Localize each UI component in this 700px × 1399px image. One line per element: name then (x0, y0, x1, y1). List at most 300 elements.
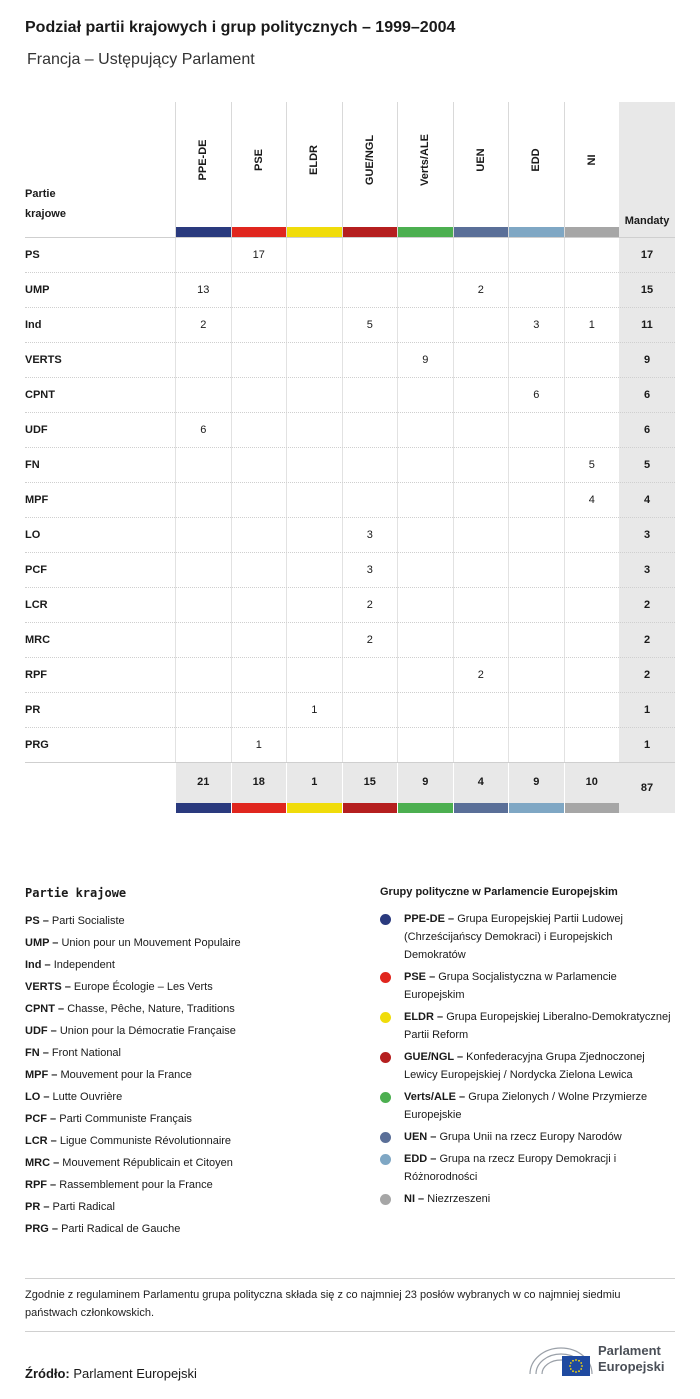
seat-count-cell (342, 693, 398, 728)
seat-count-cell (564, 238, 620, 273)
seat-count-cell (453, 588, 509, 623)
seat-count-cell: 2 (175, 308, 231, 343)
group-header-label: PPE-DE (197, 139, 210, 181)
group-color-bar (343, 227, 398, 237)
seat-count-cell (397, 553, 453, 588)
seat-count-cell: 9 (397, 343, 453, 378)
seat-count-cell: 6 (175, 413, 231, 448)
source-line (25, 1366, 197, 1381)
group-column-header (508, 102, 564, 237)
seat-count-cell (564, 588, 620, 623)
party-header-line-1: Partie (25, 188, 56, 200)
group-legend-item (380, 1128, 675, 1146)
group-header-label: Verts/ALE (419, 134, 432, 186)
seat-count-cell: 6 (508, 378, 564, 413)
seat-count-cell (175, 448, 231, 483)
party-name: PRG (25, 739, 49, 751)
group-abbreviation: Verts/ALE – (404, 1091, 466, 1103)
seat-count-cell (286, 483, 342, 518)
party-full-name: Parti Socialiste (51, 915, 125, 927)
party-mandates-total: 15 (619, 273, 675, 308)
party-full-name: Rassemblement pour la France (59, 1179, 213, 1191)
seat-count-cell: 2 (342, 588, 398, 623)
party-abbreviation: LO – (25, 1091, 50, 1103)
party-legend-item (25, 1086, 355, 1108)
party-abbreviation: FN – (25, 1047, 49, 1059)
seat-count-cell (397, 273, 453, 308)
seat-count-cell: 3 (342, 553, 398, 588)
group-full-name: Grupa Socjalistyczna w Parlamencie Europejskim (404, 971, 617, 1001)
seat-count-cell (342, 728, 398, 763)
party-column-header (25, 184, 66, 224)
group-legend-item (380, 1150, 675, 1186)
group-legend-item (380, 1048, 675, 1084)
group-legend-item (380, 1008, 675, 1044)
party-name: FN (25, 459, 40, 471)
party-full-name: Ligue Communiste Révolutionnaire (59, 1135, 232, 1147)
seat-count-cell (231, 693, 287, 728)
party-name: LO (25, 529, 41, 541)
seat-count-cell (508, 693, 564, 728)
group-total-value: 21 (197, 776, 210, 788)
party-abbreviation: UMP – (25, 937, 59, 949)
seat-count-cell (508, 483, 564, 518)
party-abbreviation: UDF – (25, 1025, 57, 1037)
party-legend-item (25, 1130, 355, 1152)
national-parties-legend (25, 886, 355, 1240)
group-color-bar (398, 227, 453, 237)
group-abbreviation: NI – (404, 1193, 425, 1205)
seat-count-cell (397, 588, 453, 623)
group-header-label: ELDR (308, 145, 321, 175)
totals-row (25, 762, 675, 812)
group-color-dot-icon (380, 1052, 391, 1063)
party-full-name: Mouvement Républicain et Citoyen (62, 1157, 233, 1169)
seat-count-cell (453, 728, 509, 763)
seat-count-cell (564, 413, 620, 448)
group-total-value: 18 (252, 776, 265, 788)
seat-count-cell (286, 448, 342, 483)
table-row (25, 552, 675, 587)
group-color-dot-icon (380, 1132, 391, 1143)
seat-count-cell (453, 343, 509, 378)
group-color-dot-icon (380, 1092, 391, 1103)
seat-count-cell (231, 308, 287, 343)
group-abbreviation: GUE/NGL – (404, 1051, 464, 1063)
table-row (25, 342, 675, 377)
group-color-dot-icon (380, 1012, 391, 1023)
seat-count-cell (286, 238, 342, 273)
seat-count-cell (342, 273, 398, 308)
group-legend-item (380, 968, 675, 1004)
seat-count-cell: 2 (453, 658, 509, 693)
party-mandates-total: 5 (619, 448, 675, 483)
group-full-name: Niezrzeszeni (427, 1193, 491, 1205)
group-full-name: Grupa Unii na rzecz Europy Narodów (439, 1131, 622, 1143)
group-header-label: UEN (474, 148, 487, 172)
seat-count-cell (508, 588, 564, 623)
group-header-label: NI (585, 154, 598, 166)
seat-count-cell (397, 728, 453, 763)
party-mandates-total: 17 (619, 238, 675, 273)
table-row (25, 482, 675, 517)
political-groups-legend-title: Grupy polityczne w Parlamencie Europejskim (380, 886, 618, 898)
seat-count-cell (564, 658, 620, 693)
seat-count-cell (342, 448, 398, 483)
mandates-column-header (619, 102, 675, 237)
group-column-header (286, 102, 342, 237)
group-total-cell (342, 763, 398, 813)
grand-total: 87 (619, 763, 675, 813)
party-abbreviation: PCF – (25, 1113, 57, 1125)
mandates-header-label: Mandaty (624, 215, 670, 227)
seat-count-cell (397, 518, 453, 553)
party-mandates-total: 3 (619, 553, 675, 588)
group-color-bar (398, 803, 453, 813)
group-color-bar (176, 227, 231, 237)
political-groups-legend (380, 886, 675, 1212)
party-legend-item (25, 1218, 355, 1240)
group-total-value: 15 (363, 776, 376, 788)
page-title: Podział partii krajowych i grup politycznych – 1999–2004 (25, 19, 456, 36)
seat-count-cell: 5 (342, 308, 398, 343)
seat-count-cell (564, 273, 620, 308)
seat-count-cell (508, 658, 564, 693)
page-subtitle: Francja – Ustępujący Parlament (27, 51, 255, 68)
seat-count-cell (397, 238, 453, 273)
group-color-bar (287, 803, 342, 813)
footnote: Zgodnie z regulaminem Parlamentu grupa polityczna składa się z co najmniej 23 posłów wybranych w co najmniej siedmiu państwach członkowskich. (25, 1289, 621, 1319)
party-legend-item (25, 1196, 355, 1218)
seat-count-cell (286, 343, 342, 378)
seat-count-cell: 1 (564, 308, 620, 343)
seat-count-cell (231, 553, 287, 588)
table-row (25, 447, 675, 482)
party-legend-item (25, 998, 355, 1020)
table-row (25, 377, 675, 412)
table-row (25, 517, 675, 552)
group-full-name: Grupa Europejskiej Liberalno-Demokratycznej Partii Reform (404, 1011, 671, 1041)
seat-count-cell (231, 343, 287, 378)
group-column-header (231, 102, 287, 237)
party-abbreviation: MPF – (25, 1069, 58, 1081)
party-name: VERTS (25, 354, 62, 366)
group-total-cell (564, 763, 620, 813)
table-header (25, 102, 675, 237)
party-abbreviation: VERTS – (25, 981, 71, 993)
group-header-label: GUE/NGL (363, 134, 376, 186)
seat-count-cell: 2 (342, 623, 398, 658)
group-total-cell (175, 763, 231, 813)
party-full-name: Parti Radical de Gauche (61, 1223, 181, 1235)
table-row (25, 587, 675, 622)
group-color-dot-icon (380, 1194, 391, 1205)
group-full-name: Grupa Zielonych / Wolne Przymierze Europejskie (404, 1091, 648, 1121)
table-row (25, 622, 675, 657)
seat-count-cell: 5 (564, 448, 620, 483)
seat-count-cell (564, 693, 620, 728)
seat-count-cell (508, 413, 564, 448)
group-column-header (175, 102, 231, 237)
group-color-bar (232, 227, 287, 237)
group-total-cell (286, 763, 342, 813)
national-parties-legend-title: Partie krajowe (25, 886, 127, 900)
seat-count-cell (453, 483, 509, 518)
seat-count-cell (397, 693, 453, 728)
table-body (25, 237, 675, 812)
seat-count-cell (453, 308, 509, 343)
group-color-bar (454, 803, 509, 813)
seat-count-cell (397, 483, 453, 518)
party-name: LCR (25, 599, 48, 611)
group-total-cell (397, 763, 453, 813)
party-full-name: Lutte Ouvrière (52, 1091, 123, 1103)
seat-count-cell (175, 343, 231, 378)
party-full-name: Parti Communiste Français (59, 1113, 192, 1125)
group-total-value: 1 (311, 776, 318, 788)
group-header-label: PSE (252, 148, 265, 172)
seat-count-cell: 13 (175, 273, 231, 308)
seat-count-cell (175, 623, 231, 658)
seat-count-cell: 1 (231, 728, 287, 763)
seat-count-cell (342, 483, 398, 518)
party-name: CPNT (25, 389, 55, 401)
party-full-name: Front National (51, 1047, 121, 1059)
seat-count-cell (286, 273, 342, 308)
group-total-value: 9 (422, 776, 429, 788)
party-name: MPF (25, 494, 49, 506)
group-total-cell (453, 763, 509, 813)
group-color-bar (565, 227, 620, 237)
party-mandates-total: 1 (619, 693, 675, 728)
seat-count-cell: 3 (342, 518, 398, 553)
party-full-name: Mouvement pour la France (60, 1069, 192, 1081)
group-full-name: Grupa Europejskiej Partii Ludowej (Chrześcijańscy Demokraci) i Europejskich Demokratów (404, 913, 623, 961)
group-header-label: EDD (530, 148, 543, 172)
seat-count-cell (286, 378, 342, 413)
seat-count-cell (286, 658, 342, 693)
seat-count-cell (286, 588, 342, 623)
party-legend-item (25, 1152, 355, 1174)
seat-count-cell (286, 308, 342, 343)
party-full-name: Union pour la Démocratie Française (59, 1025, 236, 1037)
party-mandates-total: 2 (619, 658, 675, 693)
seat-count-cell (175, 728, 231, 763)
seat-count-cell: 4 (564, 483, 620, 518)
group-legend-item (380, 1190, 675, 1208)
group-color-dot-icon (380, 1154, 391, 1165)
party-name: PR (25, 704, 41, 716)
seat-count-cell (231, 588, 287, 623)
party-legend-item (25, 1108, 355, 1130)
group-color-dot-icon (380, 972, 391, 983)
seat-count-cell (175, 588, 231, 623)
seat-count-cell (286, 553, 342, 588)
table-row (25, 727, 675, 762)
seat-count-cell (342, 658, 398, 693)
group-total-value: 10 (585, 776, 598, 788)
seat-count-cell (397, 413, 453, 448)
group-color-bar (176, 803, 231, 813)
party-name: UMP (25, 284, 50, 296)
seat-count-cell (453, 238, 509, 273)
seat-count-cell (175, 378, 231, 413)
group-column-header (453, 102, 509, 237)
group-legend-item (380, 1088, 675, 1124)
group-full-name: Grupa na rzecz Europy Demokracji i Różnorodności (404, 1153, 617, 1183)
group-total-cell (231, 763, 287, 813)
seat-count-cell (453, 623, 509, 658)
table-row (25, 692, 675, 727)
group-color-bar (509, 227, 564, 237)
distribution-table (25, 102, 675, 812)
party-full-name: Independent (53, 959, 115, 971)
seat-count-cell (175, 658, 231, 693)
party-legend-item (25, 1064, 355, 1086)
seat-count-cell (564, 553, 620, 588)
seat-count-cell (286, 518, 342, 553)
group-total-value: 4 (477, 776, 484, 788)
seat-count-cell (508, 623, 564, 658)
group-abbreviation: PSE – (404, 971, 436, 983)
party-name: PCF (25, 564, 47, 576)
seat-count-cell: 17 (231, 238, 287, 273)
party-legend-item (25, 954, 355, 976)
seat-count-cell (453, 448, 509, 483)
party-full-name: Europe Écologie – Les Verts (73, 981, 213, 993)
divider (25, 1278, 675, 1279)
party-abbreviation: Ind – (25, 959, 51, 971)
group-column-header (342, 102, 398, 237)
party-mandates-total: 9 (619, 343, 675, 378)
party-legend-item (25, 1042, 355, 1064)
party-full-name: Chasse, Pêche, Nature, Traditions (67, 1003, 235, 1015)
seat-count-cell (342, 378, 398, 413)
european-parliament-logo (528, 1340, 678, 1382)
party-legend-item (25, 1020, 355, 1042)
party-mandates-total: 2 (619, 588, 675, 623)
seat-count-cell (397, 308, 453, 343)
group-legend-item (380, 910, 675, 964)
party-full-name: Union pour un Mouvement Populaire (61, 937, 241, 949)
party-abbreviation: PRG – (25, 1223, 59, 1235)
seat-count-cell (175, 238, 231, 273)
seat-count-cell (564, 728, 620, 763)
seat-count-cell (175, 483, 231, 518)
seat-count-cell (453, 413, 509, 448)
seat-count-cell: 2 (453, 273, 509, 308)
logo-line-2: Europejski (598, 1359, 665, 1374)
seat-count-cell (508, 273, 564, 308)
seat-count-cell (508, 518, 564, 553)
seat-count-cell (175, 518, 231, 553)
group-color-bar (565, 803, 620, 813)
group-column-header (397, 102, 453, 237)
seat-count-cell (231, 518, 287, 553)
party-name: RPF (25, 669, 47, 681)
group-color-bar (343, 803, 398, 813)
seat-count-cell (342, 238, 398, 273)
seat-count-cell (231, 658, 287, 693)
divider (25, 1331, 675, 1332)
seat-count-cell (564, 518, 620, 553)
seat-count-cell (453, 378, 509, 413)
group-color-bar (509, 803, 564, 813)
party-mandates-total: 6 (619, 378, 675, 413)
seat-count-cell (175, 693, 231, 728)
party-mandates-total: 2 (619, 623, 675, 658)
group-abbreviation: EDD – (404, 1153, 437, 1165)
seat-count-cell (397, 658, 453, 693)
group-abbreviation: PPE-DE – (404, 913, 455, 925)
seat-count-cell (231, 378, 287, 413)
group-total-cell (508, 763, 564, 813)
seat-count-cell (508, 728, 564, 763)
party-abbreviation: PS – (25, 915, 49, 927)
seat-count-cell (508, 343, 564, 378)
group-total-value: 9 (533, 776, 540, 788)
party-mandates-total: 6 (619, 413, 675, 448)
party-full-name: Parti Radical (52, 1201, 115, 1213)
party-mandates-total: 1 (619, 728, 675, 763)
party-abbreviation: PR – (25, 1201, 50, 1213)
seat-count-cell (453, 693, 509, 728)
seat-count-cell (397, 378, 453, 413)
party-abbreviation: LCR – (25, 1135, 57, 1147)
party-header-line-2: krajowe (25, 208, 66, 220)
party-mandates-total: 11 (619, 308, 675, 343)
party-abbreviation: RPF – (25, 1179, 57, 1191)
group-abbreviation: UEN – (404, 1131, 437, 1143)
table-row (25, 657, 675, 692)
group-column-header (564, 102, 620, 237)
party-name: UDF (25, 424, 48, 436)
seat-count-cell (231, 623, 287, 658)
party-legend-item (25, 910, 355, 932)
seat-count-cell (397, 448, 453, 483)
group-full-name: Konfederacyjna Grupa Zjednoczonej Lewicy Europejskiej / Nordycka Zielona Lewica (404, 1051, 645, 1081)
seat-count-cell (564, 378, 620, 413)
seat-count-cell (508, 448, 564, 483)
seat-count-cell: 3 (508, 308, 564, 343)
table-row (25, 307, 675, 342)
party-mandates-total: 3 (619, 518, 675, 553)
seat-count-cell (564, 343, 620, 378)
seat-count-cell (231, 413, 287, 448)
seat-count-cell (231, 483, 287, 518)
seat-count-cell: 1 (286, 693, 342, 728)
parliament-hemicycle-icon (528, 1340, 594, 1380)
table-row (25, 412, 675, 447)
party-legend-item (25, 1174, 355, 1196)
seat-count-cell (175, 553, 231, 588)
group-color-bar (454, 227, 509, 237)
seat-count-cell (286, 728, 342, 763)
group-color-bar (232, 803, 287, 813)
table-row (25, 272, 675, 307)
logo-line-1: Parlament (598, 1343, 661, 1358)
seat-count-cell (397, 623, 453, 658)
party-abbreviation: CPNT – (25, 1003, 65, 1015)
party-mandates-total: 4 (619, 483, 675, 518)
table-row (25, 237, 675, 272)
party-abbreviation: MRC – (25, 1157, 60, 1169)
source-label: Źródło: (25, 1366, 70, 1381)
seat-count-cell (342, 413, 398, 448)
seat-count-cell (508, 238, 564, 273)
source-value: Parlament Europejski (73, 1366, 197, 1381)
seat-count-cell (286, 623, 342, 658)
